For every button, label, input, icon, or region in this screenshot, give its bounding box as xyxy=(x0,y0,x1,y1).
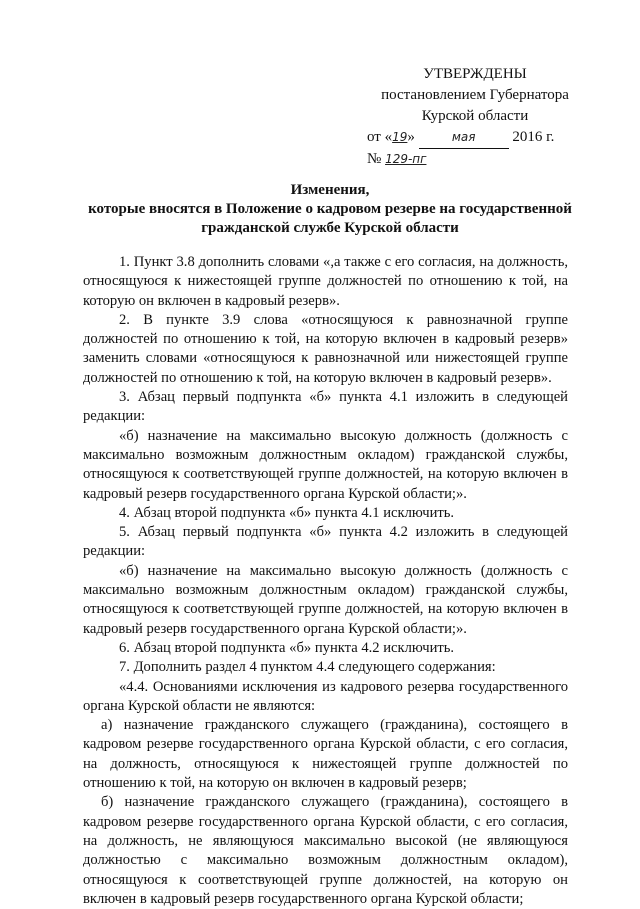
title-line-1: Изменения, xyxy=(290,182,370,198)
paragraph-5: 5. Абзац первый подпункта «б» пункта 4.2 изложить в следующей редакции: xyxy=(83,524,568,560)
approval-line-1: постановлением Губернатора xyxy=(381,87,569,103)
paragraph-1: 1. Пункт 3.8 дополнить словами «,а также с его согласия, на должность, относящуюся к нижестоящей группе должностей по отношению к той, на которую он включен в кадровый резерв». xyxy=(83,254,568,309)
paragraph-4: 4. Абзац второй подпункта «б» пункта 4.1 исключить. xyxy=(119,504,455,521)
paragraph-7: 7. Дополнить раздел 4 пунктом 4.4 следующего содержания: xyxy=(119,659,496,676)
approval-line-2: Курской области xyxy=(421,108,529,124)
date-month: мая xyxy=(451,130,476,144)
paragraph-7-quote: «4.4. Основаниями исключения из кадрового резерва государственного органа Курской области не являются: xyxy=(83,678,568,714)
approval-date xyxy=(367,127,580,149)
title-line-2: которые вносятся в Положение о кадровом резерве на государственной xyxy=(88,201,572,217)
paragraph-7-item-a: а) назначение гражданского служащего (гражданина), состоящего в кадровом резерве государственного органа Курской области, с его согласия, на должность, относящуюся к нижестоящей группе должностей по отношению к той, на которую он включен в кадровый резерв; xyxy=(83,717,568,792)
date-year: 2016 г. xyxy=(512,129,555,145)
approval-stamp xyxy=(367,64,580,170)
document-title xyxy=(70,181,590,238)
paragraph-2: 2. В пункте 3.9 слова «относящуюся к равнозначной группе должностей по отношению к той, на которую включен в кадровый резерв» заменить словами «относящуюся к равнозначной или нижестоящей группе должностей по отношению к той, на которую включен в кадровый резерв». xyxy=(83,311,568,386)
date-mid: » xyxy=(407,129,415,145)
approval-heading: УТВЕРЖДЕНЫ xyxy=(423,66,527,82)
document-body xyxy=(83,253,568,909)
paragraph-6: 6. Абзац второй подпункта «б» пункта 4.2 исключить. xyxy=(119,639,455,656)
approval-number xyxy=(367,149,580,170)
date-month-field xyxy=(419,127,509,149)
paragraph-5-quote: «б) назначение на максимально высокую должность (должность с максимально возможным должностным окладом) гражданской службы, относящуюся к соответствующей группе должностей, на которую включен в кадровый резерв государственного органа Курской области;». xyxy=(83,562,568,637)
number-sign: № xyxy=(367,151,382,167)
paragraph-3-quote: «б) назначение на максимально высокую должность (должность с максимально возможным должностным окладом) гражданской службы, относящуюся к соответствующей группе должностей, на которую включен в кадровый резерв государственного органа Курской области;». xyxy=(83,427,568,502)
date-day: 19 xyxy=(392,130,408,144)
date-prefix: от « xyxy=(367,129,393,145)
title-line-3: гражданской службе Курской области xyxy=(201,220,459,236)
number-value: 129-пг xyxy=(385,152,427,166)
paragraph-3: 3. Абзац первый подпункта «б» пункта 4.1 изложить в следующей редакции: xyxy=(83,389,568,425)
paragraph-7-item-b: б) назначение гражданского служащего (гражданина), состоящего в кадровом резерве государственного органа Курской области, с его согласия, на должность, не являющуюся максимально высокой (не являющуюся должностью с максимально возможным должностным окладом), относящуюся к соответствующей группе должностей, на которую он включен в кадровый резерв государственного органа Курской области; xyxy=(83,794,568,907)
